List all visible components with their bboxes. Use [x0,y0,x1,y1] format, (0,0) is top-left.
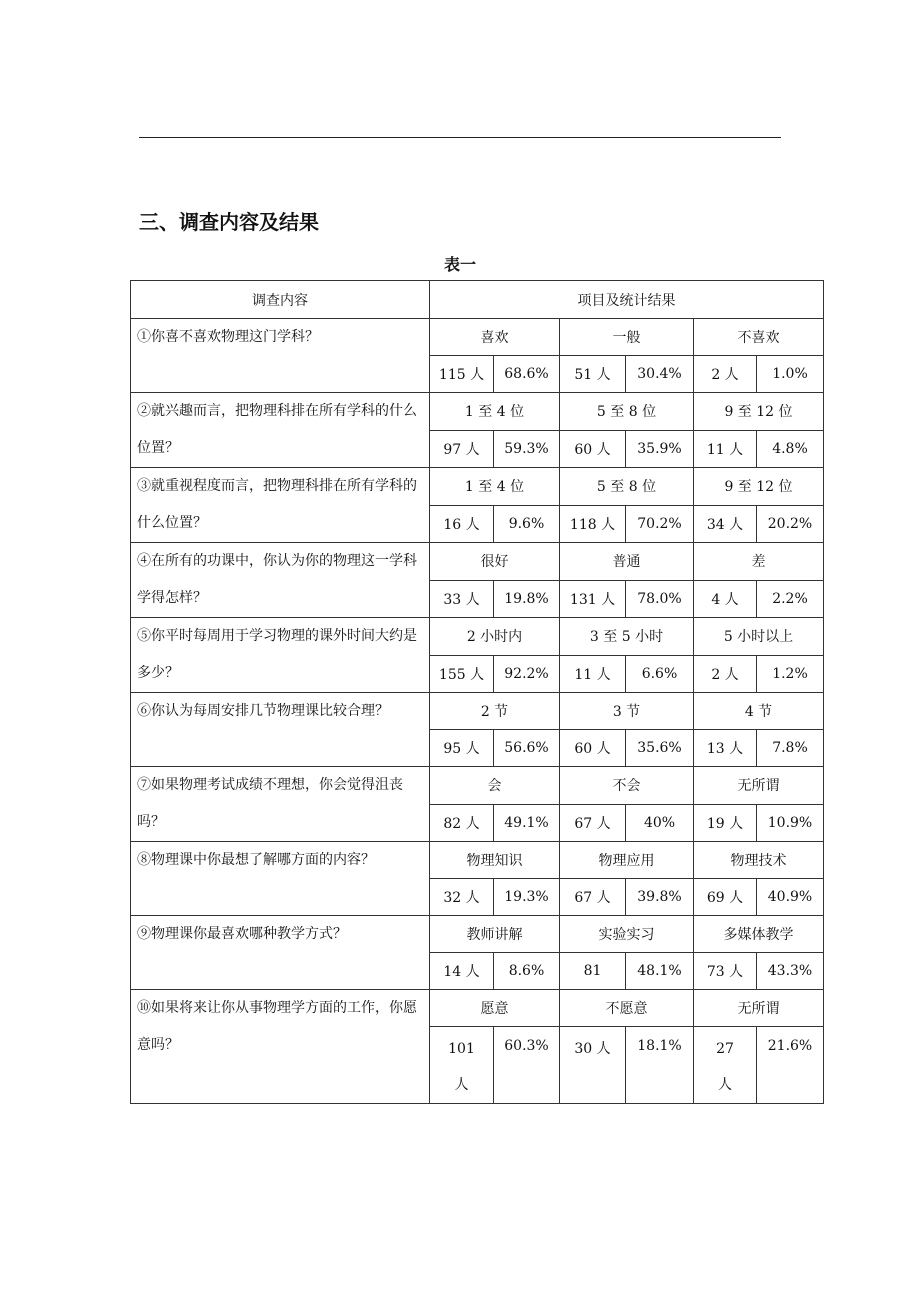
result-count: 11 人 [694,430,757,468]
result-count: 67 人 [560,804,626,842]
option-label: 喜欢 [430,319,560,356]
result-count: 33 人 [430,580,494,618]
question-row-options [131,767,824,805]
question-text [131,842,430,916]
question-label: ①你喜不喜欢物理这门学科？ [137,329,319,345]
result-count: 118 人 [560,505,626,543]
question-label: ⑥你认为每周安排几节物理课比较合理？ [137,703,389,719]
option-label: 9 至 12 位 [694,393,824,431]
result-percent: 9.6% [494,505,560,543]
result-count: 34 人 [694,505,757,543]
option-label: 无所谓 [694,767,824,805]
option-label: 会 [430,767,560,805]
result-count: 30 人 [560,1027,626,1104]
question-label: ⑦如果物理考试成绩不理想，你会觉得沮丧吗？ [137,777,403,830]
option-label: 差 [694,543,824,581]
result-percent: 20.2% [757,505,824,543]
question-row-options [131,468,824,506]
result-percent: 48.1% [626,953,694,990]
question-label: ④在所有的功课中，你认为你的物理这一学科学得怎样？ [137,553,417,606]
option-label: 5 至 8 位 [560,393,694,431]
option-label: 物理知识 [430,842,560,879]
header-survey-content: 调查内容 [131,281,430,319]
result-percent: 39.8% [626,879,694,916]
result-percent: 70.2% [626,505,694,543]
result-percent: 30.4% [626,356,694,393]
option-label: 3 至 5 小时 [560,618,694,656]
result-percent: 49.1% [494,804,560,842]
result-count: 60 人 [560,430,626,468]
result-count: 51 人 [560,356,626,393]
result-count: 67 人 [560,879,626,916]
result-percent: 40.9% [757,879,824,916]
result-count: 13 人 [694,730,757,767]
question-row-options [131,916,824,953]
result-count: 4 人 [694,580,757,618]
result-percent: 10.9% [757,804,824,842]
question-label: ⑨物理课你最喜欢哪种教学方式？ [137,926,347,942]
result-percent: 6.6% [626,655,694,693]
result-count: 16 人 [430,505,494,543]
question-label: ②就兴趣而言，把物理科排在所有学科的什么位置？ [137,403,417,456]
result-count: 97 人 [430,430,494,468]
option-label: 4 节 [694,693,824,730]
result-count: 131 人 [560,580,626,618]
survey-table-body [131,281,824,1104]
result-count: 101 人 [430,1027,494,1104]
option-label: 物理应用 [560,842,694,879]
result-count: 115 人 [430,356,494,393]
question-text [131,618,430,693]
question-label: ③就重视程度而言，把物理科排在所有学科的什么位置？ [137,478,417,531]
result-percent: 18.1% [626,1027,694,1104]
question-text [131,693,430,767]
result-percent: 40% [626,804,694,842]
question-label: ⑤你平时每周用于学习物理的课外时间大约是多少？ [137,628,417,681]
option-label: 9 至 12 位 [694,468,824,506]
option-label: 不喜欢 [694,319,824,356]
option-label: 无所谓 [694,990,824,1027]
option-label: 2 节 [430,693,560,730]
option-label: 教师讲解 [430,916,560,953]
question-text [131,468,430,543]
result-count: 32 人 [430,879,494,916]
question-row-options [131,543,824,581]
result-count: 2 人 [694,356,757,393]
result-count: 69 人 [694,879,757,916]
result-percent: 35.6% [626,730,694,767]
result-percent: 19.8% [494,580,560,618]
option-label: 很好 [430,543,560,581]
question-text [131,916,430,990]
option-label: 物理技术 [694,842,824,879]
result-percent: 2.2% [757,580,824,618]
header-rule [139,137,781,138]
result-count: 82 人 [430,804,494,842]
result-percent: 59.3% [494,430,560,468]
result-percent: 8.6% [494,953,560,990]
table-caption: 表一 [443,255,476,274]
result-count: 73 人 [694,953,757,990]
option-label: 1 至 4 位 [430,468,560,506]
option-label: 愿意 [430,990,560,1027]
option-label: 5 至 8 位 [560,468,694,506]
result-count: 60 人 [560,730,626,767]
header-items-results: 项目及统计结果 [430,281,824,319]
result-percent: 56.6% [494,730,560,767]
question-label: ⑩如果将来让你从事物理学方面的工作，你愿意吗？ [137,1000,417,1053]
option-label: 多媒体教学 [694,916,824,953]
result-percent: 68.6% [494,356,560,393]
result-percent: 1.2% [757,655,824,693]
result-count: 155 人 [430,655,494,693]
result-count: 81 [560,953,626,990]
option-label: 不愿意 [560,990,694,1027]
question-text [131,990,430,1104]
survey-table [130,280,824,1104]
question-row-options [131,842,824,879]
question-text [131,393,430,468]
question-text [131,543,430,618]
option-label: 普通 [560,543,694,581]
result-count: 27 人 [694,1027,757,1104]
result-percent: 35.9% [626,430,694,468]
question-row-options [131,693,824,730]
result-percent: 7.8% [757,730,824,767]
result-count: 95 人 [430,730,494,767]
result-percent: 92.2% [494,655,560,693]
option-label: 实验实习 [560,916,694,953]
result-percent: 21.6% [757,1027,824,1104]
question-row-options [131,990,824,1027]
question-label: ⑧物理课中你最想了解哪方面的内容？ [137,852,375,868]
result-percent: 19.3% [494,879,560,916]
result-percent: 60.3% [494,1027,560,1104]
result-count: 2 人 [694,655,757,693]
result-count: 14 人 [430,953,494,990]
result-percent: 78.0% [626,580,694,618]
question-row-options [131,319,824,356]
option-label: 一般 [560,319,694,356]
result-percent: 43.3% [757,953,824,990]
option-label: 不会 [560,767,694,805]
question-row-options [131,618,824,656]
result-count: 19 人 [694,804,757,842]
section-title: 三、调查内容及结果 [139,210,319,234]
table-header-row [131,281,824,319]
question-text [131,319,430,393]
result-percent: 1.0% [757,356,824,393]
result-count: 11 人 [560,655,626,693]
option-label: 3 节 [560,693,694,730]
result-percent: 4.8% [757,430,824,468]
option-label: 1 至 4 位 [430,393,560,431]
question-text [131,767,430,842]
question-row-options [131,393,824,431]
option-label: 5 小时以上 [694,618,824,656]
option-label: 2 小时内 [430,618,560,656]
